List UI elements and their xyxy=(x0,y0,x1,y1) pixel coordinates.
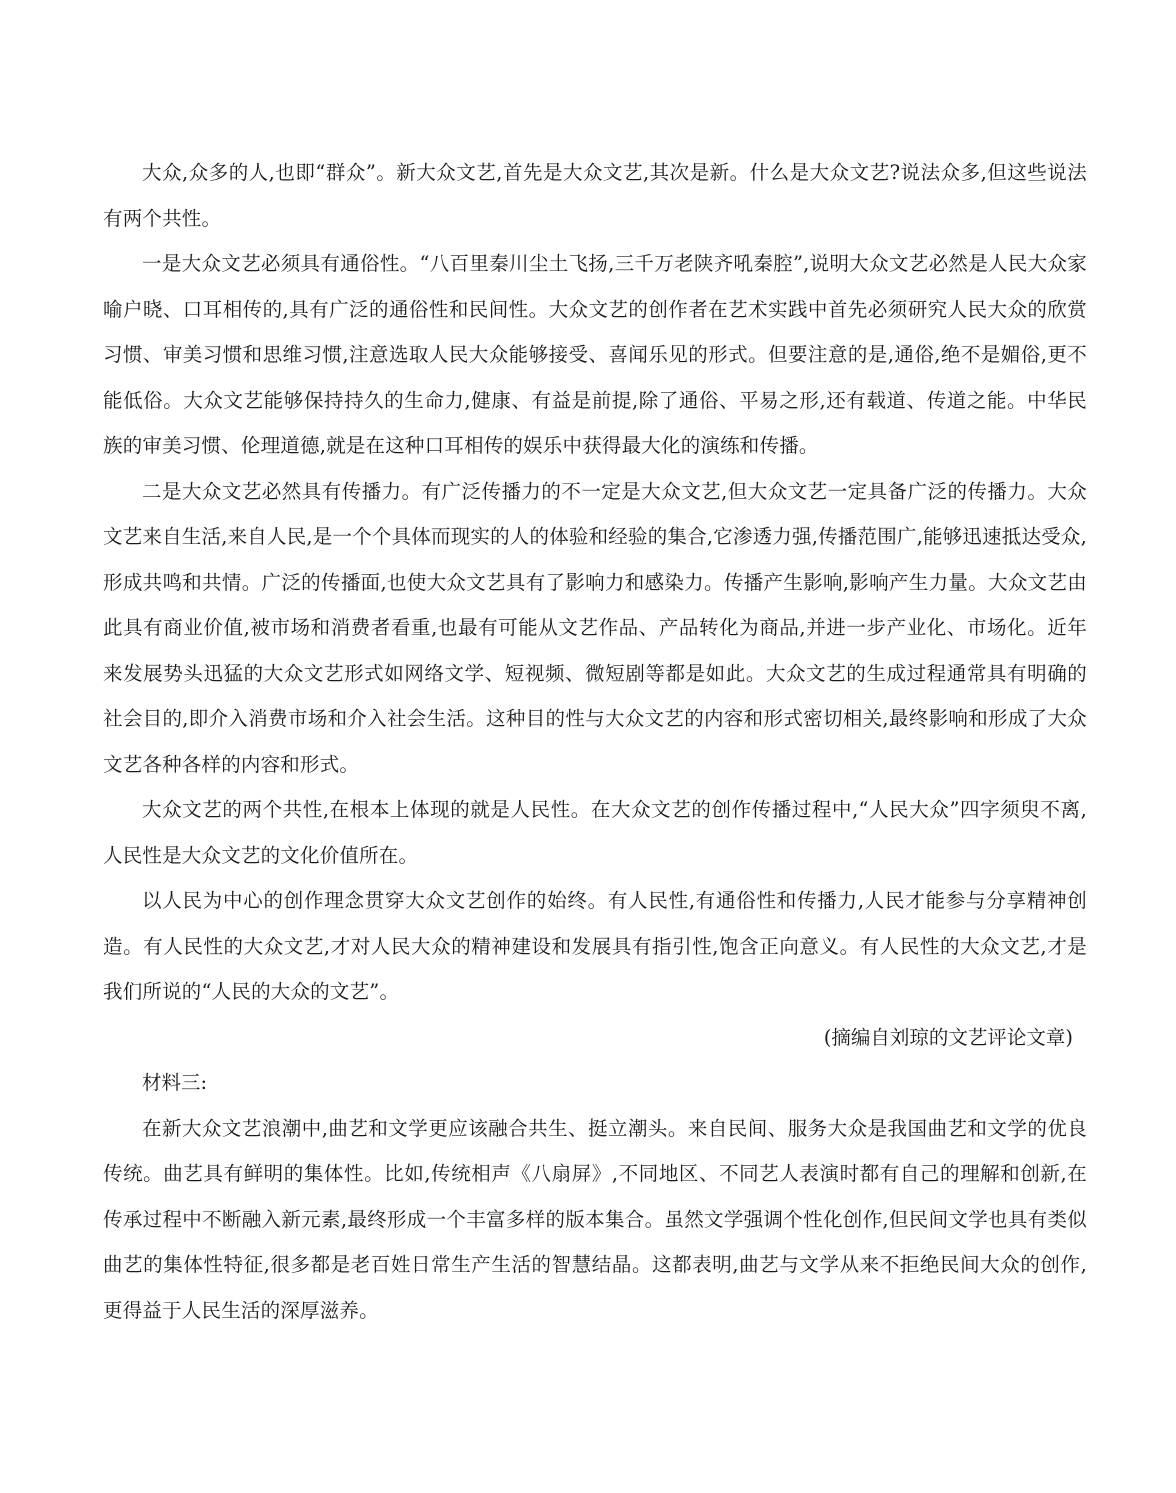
paragraph-definition: 大众,众多的人,也即“群众”。新大众文艺,首先是大众文艺,其次是新。什么是大众文艺?说法众多,但这些说法有两个共性。 xyxy=(103,161,1087,230)
paragraph-people-nature: 大众文艺的两个共性,在根本上体现的就是人民性。在大众文艺的创作传播过程中,“人民大众”四字须臾不离,人民性是大众文艺的文化价值所在。 xyxy=(103,798,1087,867)
paragraph-dissemination: 二是大众文艺必然具有传播力。有广泛传播力的不一定是大众文艺,但大众文艺一定具备广泛的传播力。大众文艺来自生活,来自人民,是一个个具体而现实的人的体验和经验的集合,它渗透力强,传播范围广,能够迅速抵达受众,形成共鸣和共情。广泛的传播面,也使大众文艺具有了影响力和感染力。传播产生影响,影响产生力量。大众文艺由此具有商业价值,被市场和消费者看重,也最有可能从文艺作品、产品转化为商品,并进一步产业化、市场化。近年来发展势头迅猛的大众文艺形式如网络文学、短视频、微短剧等都是如此。大众文艺的生成过程通常具有明确的社会目的,即介入消费市场和介入社会生活。这种目的性与大众文艺的内容和形式密切相关,最终影响和形成了大众文艺各种各样的内容和形式。 xyxy=(103,479,1087,776)
article-body xyxy=(103,150,1087,1333)
paragraph-people-centered: 以人民为中心的创作理念贯穿大众文艺创作的始终。有人民性,有通俗性和传播力,人民才能参与分享精神创造。有人民性的大众文艺,才对人民大众的精神建设和发展具有指引性,饱含正向意义。有人民性的大众文艺,才是我们所说的“人民的大众的文艺”。 xyxy=(103,889,1087,1003)
source-citation: (摘编自刘琼的文艺评论文章) xyxy=(823,1025,1073,1049)
paragraph-material-three: 在新大众文艺浪潮中,曲艺和文学更应该融合共生、挺立潮头。来自民间、服务大众是我国曲艺和文学的优良传统。曲艺具有鲜明的集体性。比如,传统相声《八扇屏》,不同地区、不同艺人表演时都有自己的理解和创新,在传承过程中不断融入新元素,最终形成一个丰富多样的版本集合。虽然文学强调个性化创作,但民间文学也具有类似曲艺的集体性特征,很多都是老百姓日常生产生活的智慧结晶。这都表明,曲艺与文学从来不拒绝民间大众的创作,更得益于人民生活的深厚滋养。 xyxy=(103,1116,1087,1322)
material-three-label: 材料三: xyxy=(142,1071,208,1094)
paragraph-popularity: 一是大众文艺必须具有通俗性。“八百里秦川尘土飞扬,三千万老陕齐吼秦腔”,说明大众文艺必然是人民大众家喻户晓、口耳相传的,具有广泛的通俗性和民间性。大众文艺的创作者在艺术实践中首先必须研究人民大众的欣赏习惯、审美习惯和思维习惯,注意选取人民大众能够接受、喜闻乐见的形式。但要注意的是,通俗,绝不是媚俗,更不能低俗。大众文艺能够保持持久的生命力,健康、有益是前提,除了通俗、平易之形,还有载道、传道之能。中华民族的审美习惯、伦理道德,就是在这种口耳相传的娱乐中获得最大化的演练和传播。 xyxy=(103,252,1087,457)
